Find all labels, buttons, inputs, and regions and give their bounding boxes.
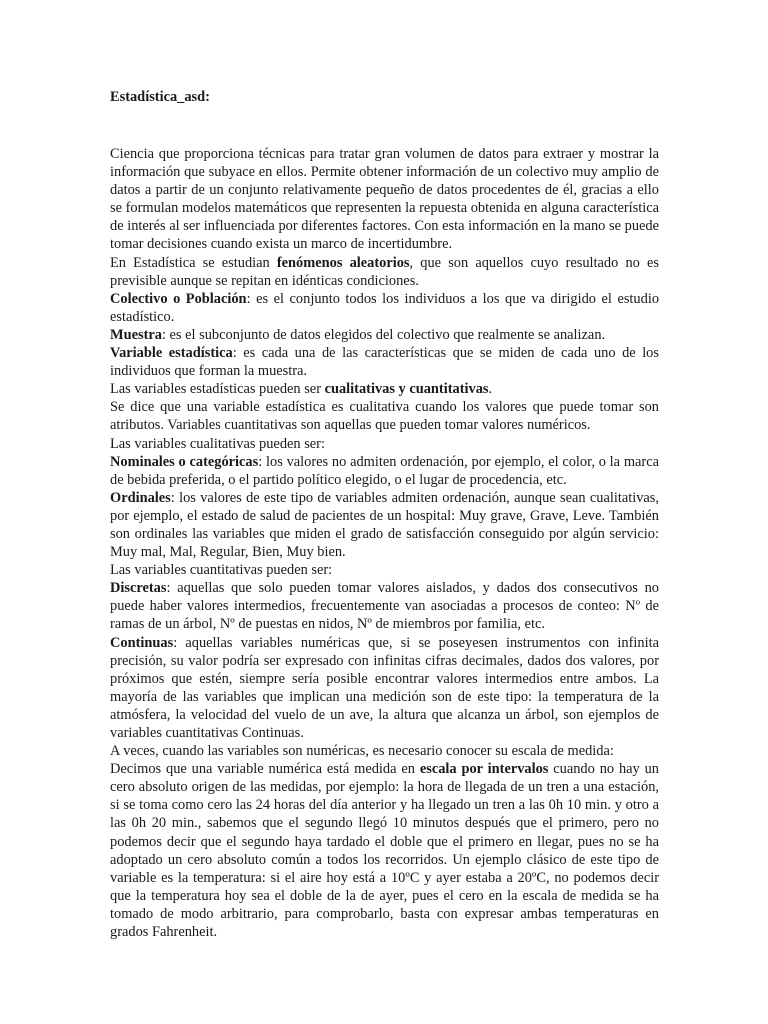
text-run: : aquellas que solo pueden tomar valores aislados, y dados dos consecutivos no puede haber valores intermedios, frecuentemente van asociadas a procesos de conteo: Nº de ramas de un árbol, Nº de puestas en nidos, Nº de miembros por familia, etc.: [110, 580, 659, 633]
paragraph: [110, 326, 659, 344]
document-body: [110, 145, 659, 941]
text-run: : es el subconjunto de datos elegidos del colectivo que realmente se analizan.: [161, 326, 606, 343]
text-run: A veces, cuando las variables son numéricas, es necesario conocer su escala de medida:: [110, 743, 614, 760]
paragraph: [110, 634, 659, 743]
bold-term: Continuas: [110, 634, 174, 651]
paragraph: [110, 435, 659, 453]
paragraph: [110, 742, 659, 760]
paragraph: [110, 380, 659, 398]
text-run: Las variables cualitativas pueden ser:: [110, 435, 325, 452]
paragraph: [110, 254, 659, 290]
paragraph: [110, 290, 659, 326]
bold-term: Variable estadística: [110, 345, 233, 362]
bold-term: Ordinales: [110, 489, 171, 506]
text-run: Las variables cuantitativas pueden ser:: [110, 562, 333, 579]
paragraph: [110, 489, 659, 561]
text-run: : es el conjunto todos los individuos a los que va dirigido el estudio estadístico.: [110, 290, 660, 325]
text-run: .: [488, 381, 493, 398]
bold-term: Nominales o categóricas: [110, 453, 259, 470]
paragraph: [110, 579, 659, 633]
document-title: Estadística_asd:: [110, 89, 210, 105]
bold-term: Colectivo o Población: [110, 290, 247, 307]
document-page: [110, 88, 659, 941]
text-run: : aquellas variables numéricas que, si se poseyesen instrumentos con infinita precisión, su valor podría ser expresado con infinitas cifras decimales, dados dos valores, por próximos que estén, siempre sería posible encontrar valores intermedios entre ambos. La mayoría de las variables que implican una medición son de este tipo: la temperatura de la atmósfera, la velocidad del vuelo de un ave, la altura que alcanza un árbol, son ejemplos de variables cuantitativas Continuas.: [110, 634, 659, 741]
paragraph: [110, 453, 659, 489]
text-run: : es cada una de las características que se miden de cada uno de los individuos que forman la muestra.: [110, 345, 659, 380]
text-run: En Estadística se estudian: [110, 254, 277, 271]
paragraph: [110, 344, 659, 380]
paragraph: [110, 561, 659, 579]
text-run: Se dice que una variable estadística es cualitativa cuando los valores que puede tomar son atributos. Variables cuantitativas son aquellas que pueden tomar valores numéricos.: [110, 399, 659, 434]
text-run: Ciencia que proporciona técnicas para tratar gran volumen de datos para extraer y mostrar la información que subyace en ellos. Permite obtener información de un colectivo muy amplio de datos a partir de un conjunto relativamente pequeño de datos procedentes de él, gracias a ello se formulan modelos matemáticos que representen la repuesta obtenida en alguna característica de interés al ser influenciada por diferentes factores. Con esta información en la mano se puede tomar decisiones cuando exista un marco de incertidumbre.: [110, 146, 659, 253]
paragraph: [110, 398, 659, 434]
bold-term: escala por intervalos: [419, 761, 549, 778]
bold-term: Discretas: [110, 580, 167, 597]
bold-term: fenómenos aleatorios: [276, 254, 410, 271]
text-run: : los valores no admiten ordenación, por ejemplo, el color, o la marca de bebida preferida, o el partido político elegido, o el lugar de procedencia, etc.: [110, 453, 659, 488]
paragraph: [110, 760, 659, 941]
text-run: : los valores de este tipo de variables admiten ordenación, aunque sean cualitativas, por ejemplo, el estado de salud de pacientes de un hospital: Muy grave, Grave, Leve. También son ordinales las variables que miden el grado de satisfacción conseguido por algún servicio: Muy mal, Mal, Regular, Bien, Muy bien.: [110, 489, 659, 561]
text-run: Decimos que una variable numérica está medida en: [110, 761, 420, 778]
text-run: , que son aquellos cuyo resultado no es previsible aunque se repitan en idénticas condiciones.: [110, 254, 659, 289]
bold-term: cualitativas y cuantitativas: [324, 381, 489, 398]
text-run: cuando no hay un cero absoluto origen de las medidas, por ejemplo: la hora de llegada de un tren a una estación, si se toma como cero las 24 horas del día anterior y ha llegado un tren a las 0h 10 min. y otro a las 0h 20 min., sabemos que el segundo llegó 10 minutos después que el primero, pero no podemos decir que el segundo haya tardado el doble que el primero en llegar, pues no se ha adoptado un cero absoluto común a todos los recorridos. Un ejemplo clásico de este tipo de variable es la temperatura: si el aire hoy está a 10ºC y ayer estaba a 20ºC, no podemos decir que la temperatura hoy sea el doble de la de ayer, pues el cero en la escala de medida se ha tomado de modo arbitrario, para comprobarlo, basta con expresar ambas temperaturas en grados Fahrenheit.: [110, 761, 659, 941]
paragraph: [110, 145, 659, 254]
bold-term: Muestra: [110, 326, 162, 343]
text-run: Las variables estadísticas pueden ser: [110, 381, 325, 398]
